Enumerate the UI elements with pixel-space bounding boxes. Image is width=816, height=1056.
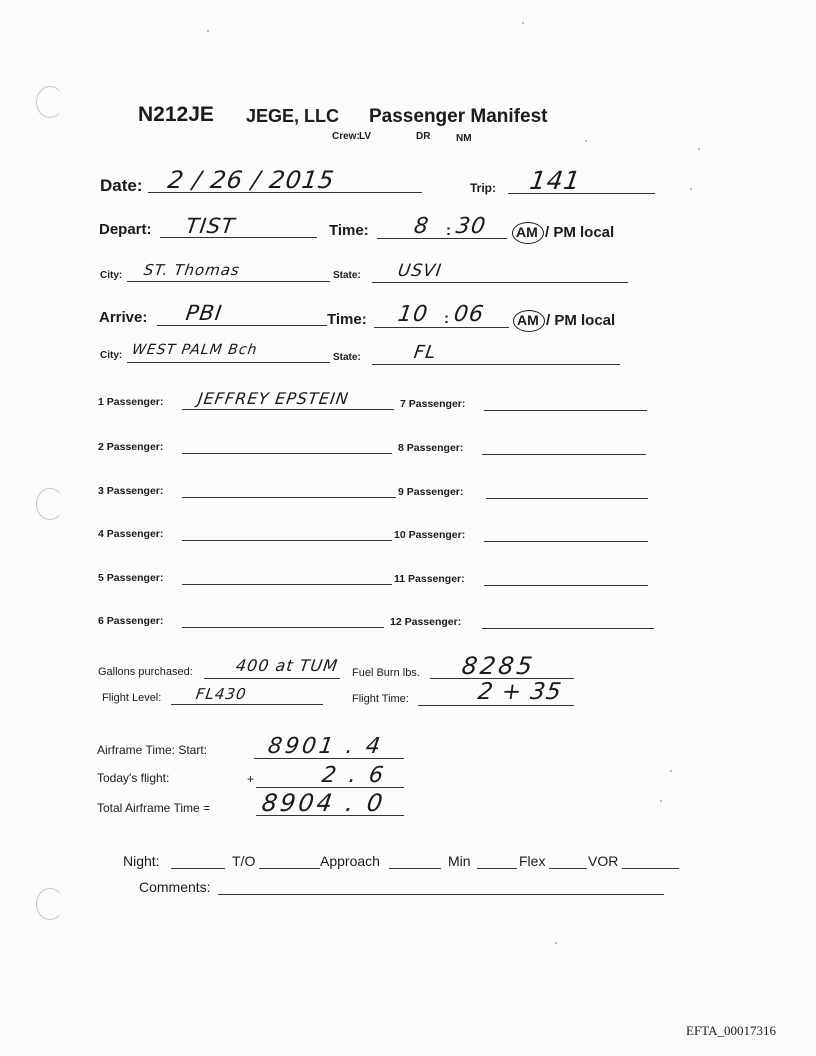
airframe-start-label: Airframe Time: Start:	[97, 743, 208, 757]
crew-member-2: DR	[416, 131, 431, 142]
arrive-city-label: City:	[100, 350, 123, 361]
flight-time-value[interactable]: 2 + 35	[476, 679, 564, 705]
passenger-7-label: 7 Passenger:	[400, 398, 466, 410]
depart-state-label: State:	[333, 270, 361, 281]
flight-level-label: Flight Level:	[102, 692, 162, 704]
gallons-value[interactable]: 400 at TUM	[234, 656, 340, 675]
airframe-start-value[interactable]: 8901 . 4	[266, 734, 385, 759]
passenger-5-label: 5 Passenger:	[98, 572, 164, 584]
crew-member-1: LV	[359, 131, 372, 142]
depart-pm-local: / PM local	[545, 224, 615, 241]
arrive-state-value[interactable]: FL	[412, 342, 438, 363]
arrive-pm-local: / PM local	[546, 312, 616, 329]
arrive-time-label: Time:	[327, 311, 367, 328]
form-title: Passenger Manifest	[369, 106, 548, 127]
vor-label: VOR	[588, 853, 619, 869]
passenger-1-value[interactable]: JEFFREY EPSTEIN	[196, 389, 351, 408]
depart-time-hour[interactable]: 8	[412, 214, 431, 239]
depart-time-minute[interactable]: 30	[454, 214, 488, 239]
depart-city-value[interactable]: ST. Thomas	[142, 261, 242, 279]
binder-hole-middle	[36, 488, 64, 520]
depart-value[interactable]: TIST	[184, 214, 237, 238]
binder-hole-bottom	[36, 888, 64, 920]
passenger-12-label: 12 Passenger:	[390, 616, 462, 628]
passenger-1-label: 1 Passenger:	[98, 396, 164, 408]
depart-label: Depart:	[99, 221, 152, 238]
company-name: JEGE, LLC	[246, 106, 340, 126]
todays-flight-label: Today's flight:	[97, 771, 170, 785]
passenger-6-label: 6 Passenger:	[98, 615, 164, 627]
arrive-state-label: State:	[333, 352, 361, 363]
crew-member-3: NM	[456, 133, 472, 144]
trip-value[interactable]: 141	[527, 166, 583, 195]
flex-label: Flex	[519, 853, 546, 869]
depart-state-value[interactable]: USVI	[396, 261, 444, 281]
passenger-4-label: 4 Passenger:	[98, 528, 164, 540]
tail-number: N212JE	[138, 103, 214, 126]
arrive-time-minute[interactable]: 06	[452, 302, 486, 327]
document-stamp: EFTA_00017316	[686, 1023, 776, 1038]
min-label: Min	[448, 853, 471, 869]
passenger-8-label: 8 Passenger:	[398, 442, 464, 454]
date-value[interactable]: 2 / 26 / 2015	[166, 166, 337, 194]
passenger-11-label: 11 Passenger:	[394, 573, 465, 585]
fuel-burn-value[interactable]: 8285	[460, 652, 538, 680]
night-label: Night:	[123, 853, 160, 869]
passenger-10-label: 10 Passenger:	[394, 529, 466, 541]
total-airframe-value[interactable]: 8904 . 0	[260, 789, 388, 817]
todays-flight-value[interactable]: 2 . 6	[320, 763, 388, 788]
crew-label: Crew:	[332, 131, 360, 142]
arrive-time-hour[interactable]: 10	[396, 302, 430, 327]
depart-city-label: City:	[100, 270, 123, 281]
arrive-value[interactable]: PBI	[184, 301, 224, 325]
arrive-city-value[interactable]: WEST PALM Bch	[130, 342, 259, 358]
passenger-3-label: 3 Passenger:	[98, 485, 164, 497]
passenger-9-label: 9 Passenger:	[398, 486, 464, 498]
todays-flight-plus: +	[247, 772, 255, 786]
binder-hole-top	[36, 86, 64, 118]
depart-time-label: Time:	[329, 222, 369, 239]
gallons-label: Gallons purchased:	[98, 666, 193, 678]
arrive-am-option[interactable]: AM	[517, 312, 539, 328]
trip-label: Trip:	[470, 181, 496, 195]
comments-label: Comments:	[139, 879, 211, 895]
flight-level-value[interactable]: FL430	[194, 685, 248, 703]
depart-am-option[interactable]: AM	[516, 224, 538, 240]
depart-time-colon: :	[446, 222, 451, 239]
fuel-burn-label: Fuel Burn lbs.	[352, 667, 420, 679]
approach-label: Approach	[320, 853, 380, 869]
arrive-label: Arrive:	[99, 309, 148, 326]
arrive-time-colon: :	[444, 310, 449, 327]
to-label: T/O	[232, 853, 256, 869]
total-airframe-label: Total Airframe Time =	[97, 801, 211, 815]
flight-time-label: Flight Time:	[352, 693, 409, 705]
date-label: Date:	[100, 176, 143, 195]
passenger-2-label: 2 Passenger:	[98, 441, 164, 453]
